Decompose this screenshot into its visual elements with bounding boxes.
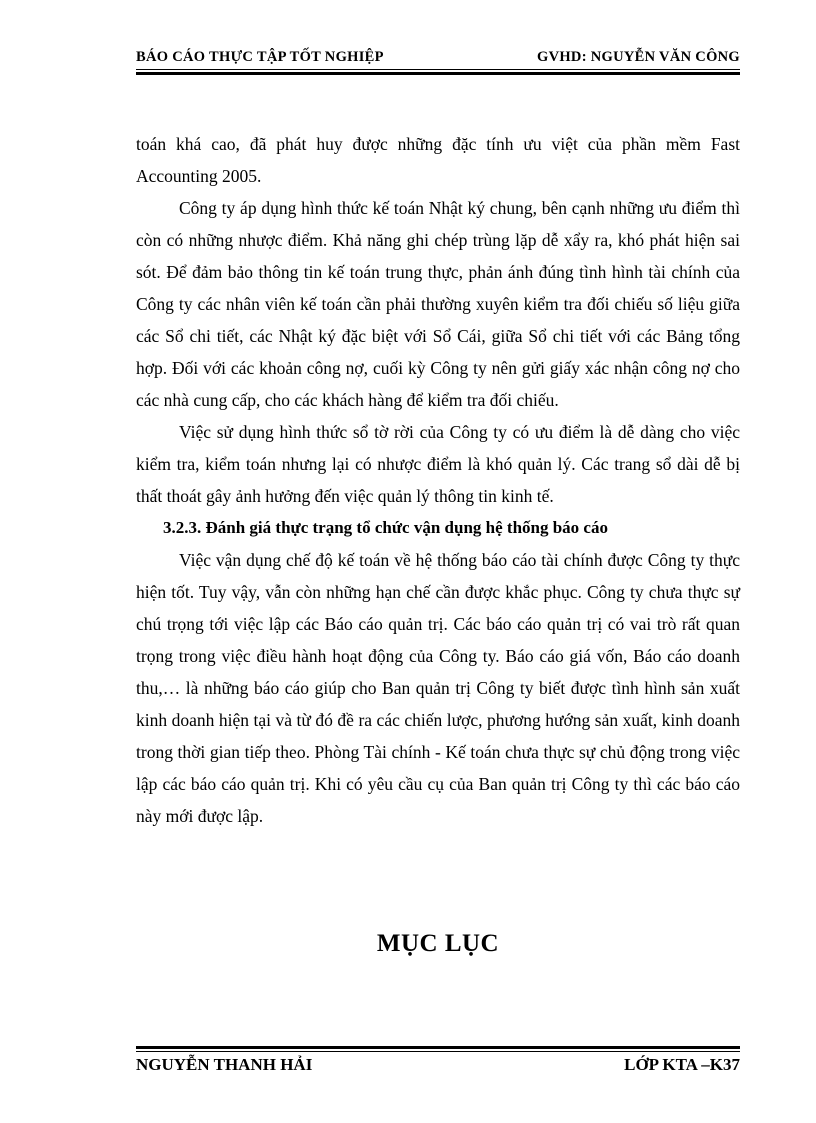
- header-rule-thick: [136, 72, 740, 75]
- header-advisor: GVHD: NGUYỄN VĂN CÔNG: [537, 49, 740, 65]
- paragraph-continuation: toán khá cao, đã phát huy được những đặc tính ưu việt của phần mềm Fast Accounting 2005.: [136, 134, 740, 186]
- footer-rule-thin: [136, 1051, 740, 1052]
- page-footer: [136, 1055, 740, 1075]
- footer-rule-thick: [136, 1046, 740, 1049]
- header-report-title: BÁO CÁO THỰC TẬP TỐT NGHIỆP: [136, 49, 384, 65]
- header-rule-thin: [136, 69, 740, 70]
- section-subheading: 3.2.3. Đánh giá thực trạng tổ chức vận dụng hệ thống báo cáo: [163, 518, 608, 537]
- table-of-contents-title: MỤC LỤC: [376, 930, 500, 957]
- paragraph-reporting-system: Việc vận dụng chế độ kế toán về hệ thống báo cáo tài chính được Công ty thực hiện tốt. Tuy vậy, vẫn còn những hạn chế cần được khắc phục. Công ty chưa thực sự chú trọng tới việc lập các Báo cáo quản trị. Các báo cáo quản trị có vai trò rất quan trọng trong việc điều hành hoạt động của Công ty. Báo cáo giá vốn, Báo cáo doanh thu,… là những báo cáo giúp cho Ban quản trị Công ty biết được tình hình sản xuất kinh doanh hiện tại và từ đó đề ra các chiến lược, phương hướng sản xuất, kinh doanh trong thời gian tiếp theo. Phòng Tài chính - Kế toán chưa thực sự chủ động trong việc lập các báo cáo quản trị. Khi có yêu cầu cụ của Ban quản trị Công ty thì các báo cáo này mới được lập.: [136, 550, 740, 826]
- footer-class: LỚP KTA –K37: [624, 1055, 740, 1074]
- paragraph-loose-leaf: Việc sử dụng hình thức sổ tờ rời của Công ty có ưu điểm là dễ dàng cho việc kiểm tra, kiểm toán nhưng lại có nhược điểm là khó quản lý. Các trang sổ dài dễ bị thất thoát gây ảnh hưởng đến việc quản lý thông tin kinh tế.: [136, 422, 740, 506]
- paragraph-journal-method: Công ty áp dụng hình thức kế toán Nhật ký chung, bên cạnh những ưu điểm thì còn có những nhược điểm. Khả năng ghi chép trùng lặp dễ xẩy ra, khó phát hiện sai sót. Để đảm bảo thông tin kế toán trung thực, phản ánh đúng tình hình tài chính của Công ty các nhân viên kế toán cần phải thường xuyên kiểm tra đối chiếu số liệu giữa các Sổ chi tiết, các Nhật ký đặc biệt với Sổ Cái, giữa Sổ chi tiết với các Bảng tổng hợp. Đối với các khoản công nợ, cuối kỳ Công ty nên gửi giấy xác nhận công nợ cho các nhà cung cấp, cho các khách hàng để kiểm tra đối chiếu.: [136, 198, 740, 410]
- footer-author: NGUYỄN THANH HẢI: [136, 1055, 313, 1074]
- document-body: [136, 128, 740, 832]
- page-header: [136, 49, 740, 66]
